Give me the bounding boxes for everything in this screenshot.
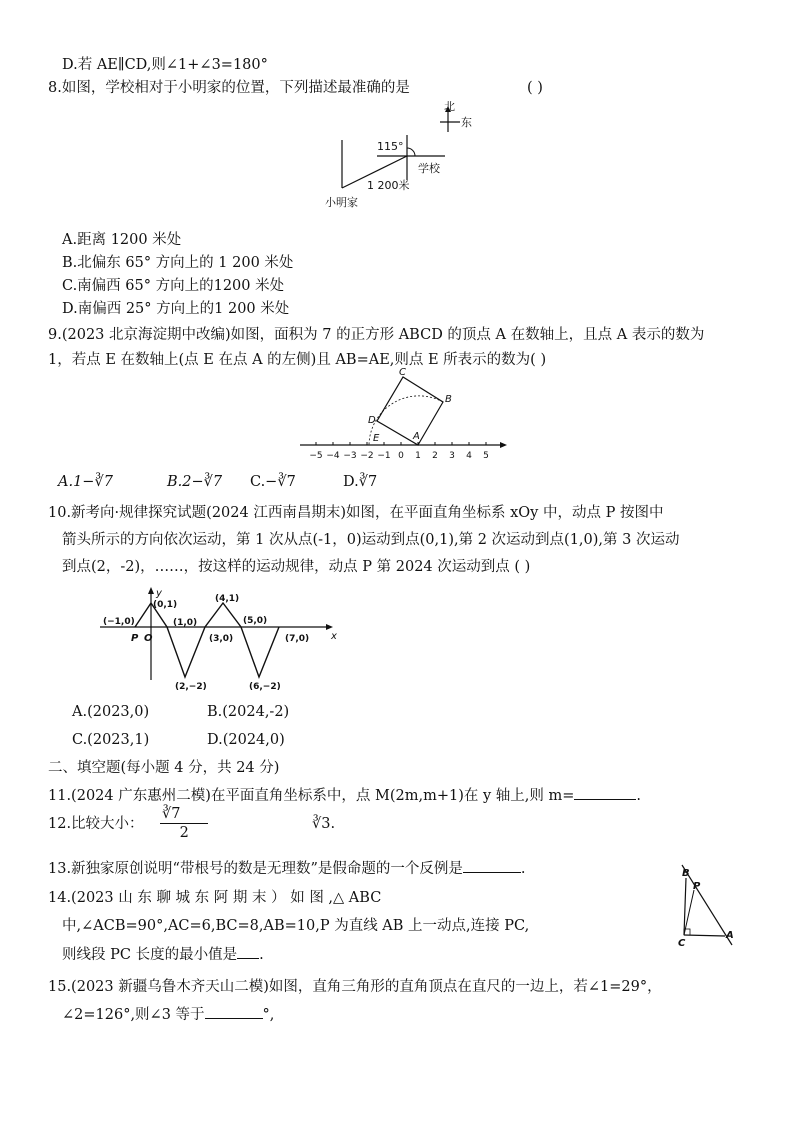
- point-e: E: [373, 433, 380, 444]
- q14-stem-line2: 中,∠ACB=90°,AC=6,BC=8,AB=10,P 为直线 AB 上一动点,连接 PC,: [62, 918, 530, 934]
- q11-answer-blank[interactable]: [574, 785, 636, 800]
- q8-option-d: D.南偏西 25° 方向上的1 200 米处: [62, 301, 290, 317]
- q13-answer-blank[interactable]: [463, 858, 521, 873]
- q9-option-a: A.1−∛7: [58, 474, 113, 490]
- q13-end: .: [520, 861, 526, 877]
- q8-stem: 8.如图，学校相对于小明家的位置，下列描述最准确的是: [48, 80, 410, 96]
- q14-end: .: [259, 947, 264, 963]
- q15-line2-end: °,: [262, 1007, 275, 1023]
- q10-option-c: C.(2023,1): [72, 732, 150, 748]
- label-p7: (5,0): [243, 616, 268, 626]
- motion-path: [135, 603, 279, 677]
- school-label: 学校: [418, 162, 440, 175]
- y-axis-arrow-icon: [148, 587, 154, 594]
- vertex-b: B: [445, 394, 452, 405]
- q10-figure: [95, 585, 345, 699]
- q12-fraction: [160, 805, 208, 842]
- q15-line2-text: ∠2=126°,则∠3 等于: [62, 1007, 205, 1023]
- vertex-b: B: [682, 868, 690, 879]
- square-abcd: [377, 377, 443, 445]
- number-line-arrow-icon: [500, 442, 507, 448]
- number-line-tick-label: 0: [398, 451, 404, 461]
- q8-option-a: A.距离 1200 米处: [62, 232, 182, 248]
- number-line-tick-label: 2: [432, 451, 438, 461]
- number-line-tick-label: 5: [483, 451, 489, 461]
- q14-line3-text: 则线段 PC 长度的最小值是: [62, 947, 238, 963]
- label-p4: (2,−2): [175, 682, 207, 692]
- number-line-tick-label: −2: [360, 451, 374, 461]
- q13-stem: [48, 858, 526, 879]
- q10-stem-line2: 箭头所示的方向依次运动，第 1 次从点(-1，0)运动到点(0,1),第 2 次运动到点(1,0),第 3 次运动: [62, 532, 680, 548]
- vertex-a: A: [413, 431, 420, 442]
- compass-east: 东: [461, 116, 472, 129]
- q14-figure: [670, 860, 745, 954]
- label-p8: (6,−2): [249, 682, 281, 692]
- label-p5: (3,0): [209, 634, 234, 644]
- vertex-c: C: [678, 938, 686, 949]
- q9-option-d: D.∛7: [343, 474, 378, 490]
- point-p: P: [131, 633, 139, 644]
- label-p1: (−1,0): [103, 617, 135, 627]
- q7-option-d: D.若 AE∥CD,则∠1+∠3=180°: [62, 57, 268, 73]
- vertex-a: A: [726, 930, 734, 941]
- x-axis-label: x: [331, 631, 337, 642]
- label-p9: (7,0): [285, 634, 310, 644]
- label-p6: (4,1): [215, 594, 240, 604]
- q11-text: 11.(2024 广东惠州二模)在平面直角坐标系中，点 M(2m,m+1)在 y 轴上,则 m=: [48, 788, 575, 804]
- q11-stem: [48, 785, 641, 806]
- number-line-tick-label: −3: [343, 451, 357, 461]
- vertex-c: C: [399, 367, 406, 378]
- angle-arc: [407, 148, 415, 156]
- q13-text: 13.新独家原创说明“带根号的数是无理数”是假命题的一个反例是: [48, 861, 463, 877]
- number-line-tick-label: −5: [309, 451, 323, 461]
- q9-stem-line2: 1，若点 E 在数轴上(点 E 在点 A 的左侧)且 AB=AE,则点 E 所表示的数为( ): [48, 352, 547, 368]
- compass-north: 北: [444, 100, 455, 113]
- q9-option-c: C.−∛7: [250, 474, 296, 490]
- q12-numerator: ∛7: [160, 805, 208, 824]
- q10-stem-line3: 到点(2，-2)，……，按这样的运动规律，动点 P 第 2024 次运动到点 ( ): [62, 559, 531, 575]
- q9-figure: [295, 365, 515, 469]
- number-line-tick-label: −1: [377, 451, 391, 461]
- q8-option-c: C.南偏西 65° 方向上的1200 米处: [62, 278, 285, 294]
- q15-stem-line1: 15.(2023 新疆乌鲁木齐天山二模)如图，直角三角形的直角顶点在直尺的一边上，若∠1=29°，: [48, 979, 662, 995]
- label-p2: (0,1): [153, 600, 178, 610]
- point-p: P: [693, 881, 701, 892]
- q10-option-b: B.(2024,-2): [207, 704, 290, 720]
- q14-stem-line1: 14.(2023 山 东 聊 城 东 阿 期 末 ） 如 图 ,△ ABC: [48, 890, 382, 906]
- number-line-tick-label: 4: [466, 451, 472, 461]
- x-axis-arrow-icon: [326, 624, 333, 630]
- q9-stem-line1: 9.(2023 北京海淀期中改编)如图，面积为 7 的正方形 ABCD 的顶点 A 在数轴上，且点 A 表示的数为: [48, 327, 705, 343]
- number-line-tick-label: 3: [449, 451, 455, 461]
- q14-stem-line3: [62, 944, 264, 965]
- vertex-d: D: [368, 415, 376, 426]
- q8-answer-paren: ( ): [527, 80, 543, 96]
- origin-o: O: [144, 633, 153, 644]
- section-heading: 二、填空题(每小题 4 分，共 24 分): [48, 760, 280, 776]
- q8-figure: [315, 100, 515, 219]
- distance-label: 1 200米: [367, 179, 410, 192]
- q15-answer-blank[interactable]: [205, 1004, 263, 1019]
- label-p3: (1,0): [173, 618, 198, 628]
- q15-stem-line2: [62, 1004, 274, 1025]
- q12-denominator: 2: [179, 825, 189, 841]
- q8-option-b: B.北偏东 65° 方向上的 1 200 米处: [62, 255, 294, 271]
- angle-label: 115°: [377, 140, 404, 153]
- q12-label: 12.比较大小：: [48, 816, 144, 832]
- q14-answer-blank[interactable]: [237, 944, 259, 959]
- q10-option-d: D.(2024,0): [207, 732, 285, 748]
- number-line-tick-label: −4: [326, 451, 340, 461]
- q10-stem-line1: 10.新考向·规律探究试题(2024 江西南昌期末)如图，在平面直角坐标系 xOy 中，动点 P 按图中: [48, 505, 664, 521]
- q10-option-a: A.(2023,0): [72, 704, 150, 720]
- q11-end: .: [636, 788, 641, 804]
- number-line-tick-label: 1: [415, 451, 421, 461]
- y-axis-label: y: [156, 588, 162, 599]
- home-label: 小明家: [325, 196, 358, 209]
- q12-rhs: ∛3.: [312, 816, 336, 832]
- q9-option-b: B.2−∛7: [167, 474, 223, 490]
